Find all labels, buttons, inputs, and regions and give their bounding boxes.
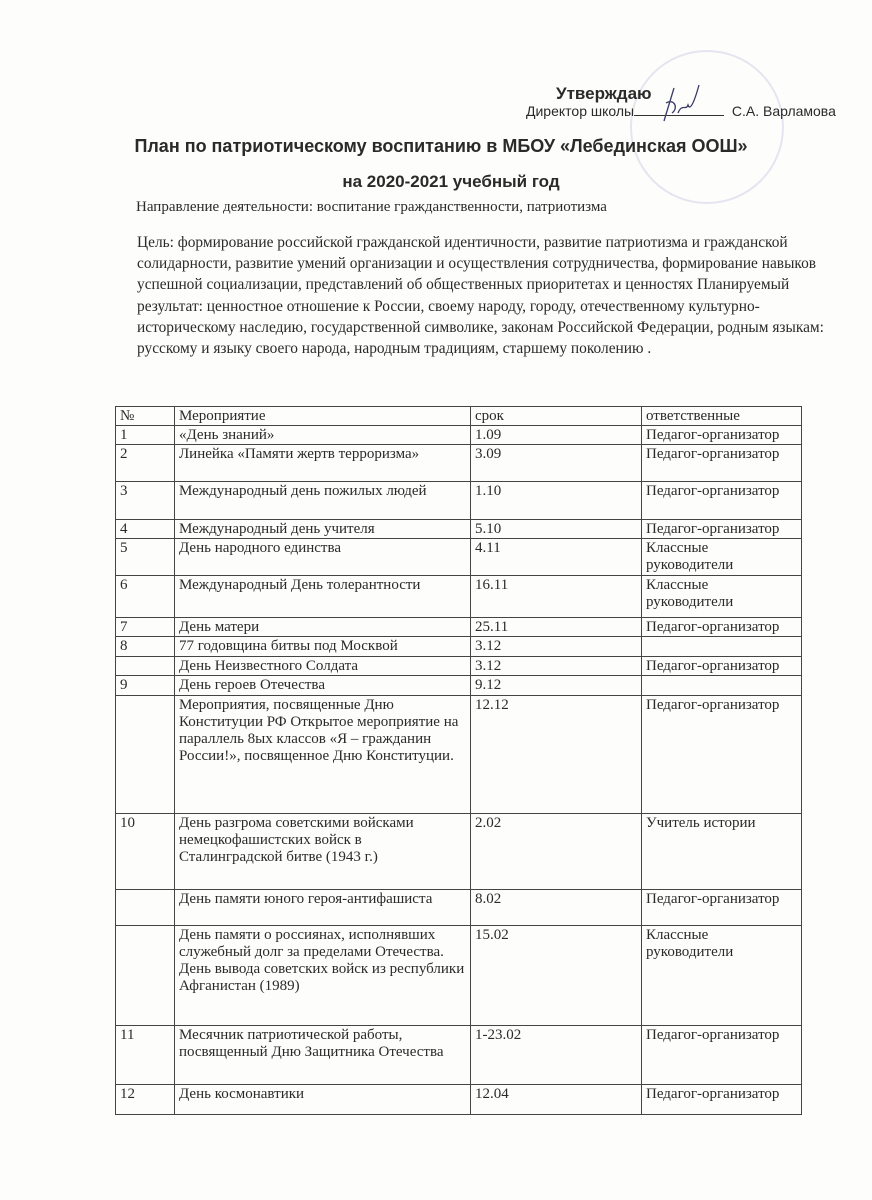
director-line — [526, 103, 836, 119]
event-date: 4.11 — [471, 539, 642, 576]
row-number: 11 — [116, 1026, 175, 1085]
table-row — [116, 696, 802, 814]
event-date: 1.09 — [471, 426, 642, 445]
responsible — [642, 676, 802, 696]
event-date: 12.04 — [471, 1085, 642, 1115]
row-number: 12 — [116, 1085, 175, 1115]
signature-line — [634, 103, 724, 116]
table-row — [116, 539, 802, 576]
goal-text: Цель: формирование российской гражданской идентичности, развитие патриотизма и гражданской солидарности, развитие умений организации и осуществления сотрудничества, формирование навыков успешной социализации, представлений об общественных приоритетах и ценностях Планируемый результат: ценностное отношение к России, своему народу, городу, отечественному культурно-историческому наследию, государственной символике, законам Российской Федерации, родным языкам: русскому и языку своего народа, народным традициям, старшему поколению . — [137, 234, 824, 358]
approve-label: Утверждаю — [556, 84, 652, 103]
table-row — [116, 657, 802, 676]
event-date: 1-23.02 — [471, 1026, 642, 1085]
responsible: Педагог-организатор — [642, 1085, 802, 1115]
event-name: День разгрома советскими войсками немецкофашистских войск в Сталинградской битве (1943 г.) — [175, 814, 471, 890]
row-number: 9 — [116, 676, 175, 696]
header-responsible: ответственные — [642, 407, 802, 426]
table-row — [116, 445, 802, 482]
responsible: Педагог-организатор — [642, 618, 802, 637]
director-label: Директор школы — [526, 103, 635, 119]
events-table — [115, 406, 802, 1115]
event-name: Международный День толерантности — [175, 576, 471, 618]
table-row — [116, 1026, 802, 1085]
event-date: 8.02 — [471, 890, 642, 926]
row-number: 6 — [116, 576, 175, 618]
signature — [644, 83, 704, 123]
responsible: Классные руководители — [642, 926, 802, 1026]
row-number: 5 — [116, 539, 175, 576]
row-number: 7 — [116, 618, 175, 637]
responsible: Педагог-организатор — [642, 426, 802, 445]
event-name: День матери — [175, 618, 471, 637]
event-name: Месячник патриотической работы, посвященный Дню Защитника Отечества — [175, 1026, 471, 1085]
event-date: 12.12 — [471, 696, 642, 814]
direction-text: Направление деятельности: воспитание гражданственности, патриотизма — [136, 199, 607, 215]
row-number: 2 — [116, 445, 175, 482]
page-subtitle: на 2020-2021 учебный год — [342, 172, 560, 191]
event-date: 3.12 — [471, 637, 642, 657]
event-date: 25.11 — [471, 618, 642, 637]
event-date: 15.02 — [471, 926, 642, 1026]
table-row — [116, 520, 802, 539]
event-name: День космонавтики — [175, 1085, 471, 1115]
row-number — [116, 696, 175, 814]
table-header-row — [116, 407, 802, 426]
row-number: 1 — [116, 426, 175, 445]
event-name: День героев Отечества — [175, 676, 471, 696]
table-row — [116, 814, 802, 890]
responsible: Классные руководители — [642, 576, 802, 618]
table-row — [116, 426, 802, 445]
row-number: 10 — [116, 814, 175, 890]
event-name: «День знаний» — [175, 426, 471, 445]
header-event: Мероприятие — [175, 407, 471, 426]
event-date: 1.10 — [471, 482, 642, 520]
table-row — [116, 637, 802, 657]
director-name: С.А. Варламова — [731, 103, 836, 119]
responsible: Педагог-организатор — [642, 890, 802, 926]
event-name: Международный день пожилых людей — [175, 482, 471, 520]
table-row — [116, 676, 802, 696]
row-number — [116, 890, 175, 926]
table-row — [116, 618, 802, 637]
header-date: срок — [471, 407, 642, 426]
row-number — [116, 657, 175, 676]
event-name: День народного единства — [175, 539, 471, 576]
responsible: Классные руководители — [642, 539, 802, 576]
responsible: Педагог-организатор — [642, 657, 802, 676]
page-title: План по патриотическому воспитанию в МБОУ «Лебединская ООШ» — [134, 136, 748, 156]
header-number: № — [116, 407, 175, 426]
row-number: 4 — [116, 520, 175, 539]
table-row — [116, 926, 802, 1026]
event-name: День памяти о россиянах, исполнявших служебный долг за пределами Отечества. День вывода советских войск из республики Афганистан (1989) — [175, 926, 471, 1026]
table-row — [116, 482, 802, 520]
event-name: 77 годовщина битвы под Москвой — [175, 637, 471, 657]
event-date: 3.12 — [471, 657, 642, 676]
table-row — [116, 1085, 802, 1115]
event-name: Международный день учителя — [175, 520, 471, 539]
responsible: Учитель истории — [642, 814, 802, 890]
event-name: День памяти юного героя-антифашиста — [175, 890, 471, 926]
table-row — [116, 890, 802, 926]
event-name: День Неизвестного Солдата — [175, 657, 471, 676]
event-name: Мероприятия, посвященные Дню Конституции РФ Открытое мероприятие на параллель 8ых классов «Я – гражданин России!», посвященное Дню Конституции. — [175, 696, 471, 814]
responsible: Педагог-организатор — [642, 1026, 802, 1085]
event-date: 3.09 — [471, 445, 642, 482]
table-row — [116, 576, 802, 618]
event-date: 16.11 — [471, 576, 642, 618]
responsible: Педагог-организатор — [642, 445, 802, 482]
responsible: Педагог-организатор — [642, 482, 802, 520]
responsible: Педагог-организатор — [642, 520, 802, 539]
row-number: 8 — [116, 637, 175, 657]
event-name: Линейка «Памяти жертв терроризма» — [175, 445, 471, 482]
event-date: 5.10 — [471, 520, 642, 539]
responsible: Педагог-организатор — [642, 696, 802, 814]
row-number — [116, 926, 175, 1026]
responsible — [642, 637, 802, 657]
event-date: 2.02 — [471, 814, 642, 890]
row-number: 3 — [116, 482, 175, 520]
event-date: 9.12 — [471, 676, 642, 696]
